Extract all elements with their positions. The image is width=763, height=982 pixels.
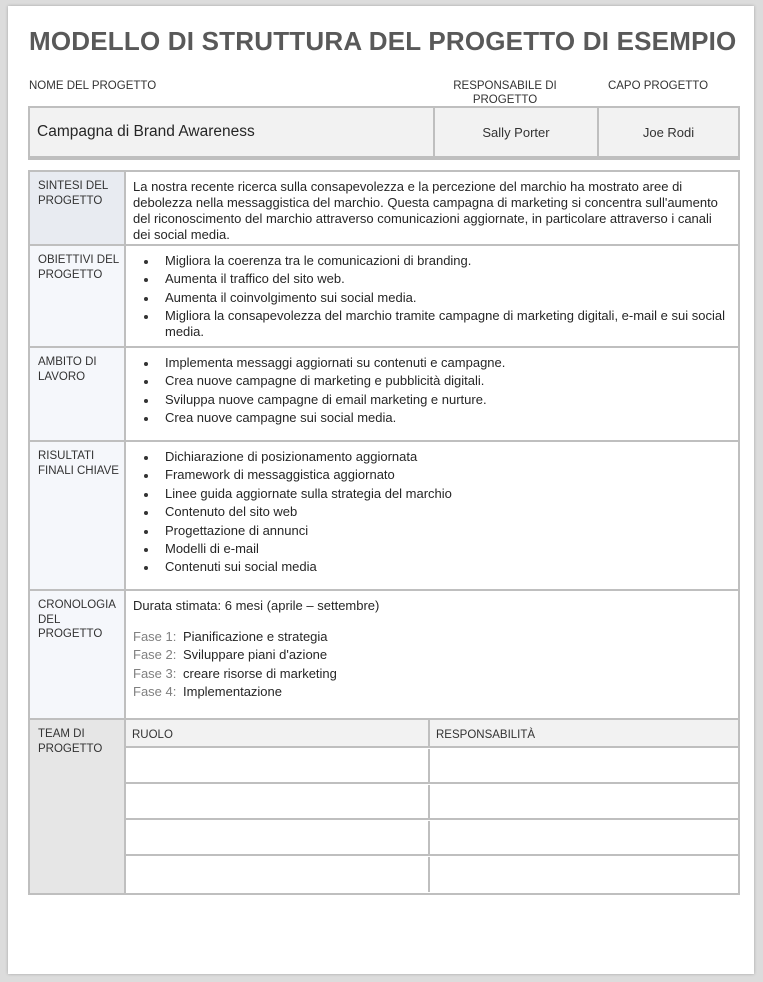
team-label: TEAM DI PROGETTO bbox=[30, 720, 126, 893]
responsibility-cell[interactable] bbox=[430, 785, 738, 820]
owner-label: RESPONSABILE DI PROGETTO bbox=[453, 80, 557, 106]
role-cell[interactable] bbox=[126, 821, 430, 856]
page-title: MODELLO DI STRUTTURA DEL PROGETTO DI ESEMPIO bbox=[29, 26, 737, 56]
deliverables-list bbox=[133, 449, 730, 575]
project-structure-table bbox=[28, 170, 740, 895]
team-row bbox=[30, 720, 738, 893]
timeline-label: CRONOLOGIA DEL PROGETTO bbox=[30, 591, 126, 718]
phase-text: Pianificazione e strategia bbox=[183, 629, 328, 644]
deliverables-label: RISULTATI FINALI CHIAVE bbox=[30, 442, 126, 589]
lead-label: CAPO PROGETTO bbox=[607, 80, 709, 92]
list-item: Dichiarazione di posizionamento aggiornata bbox=[133, 449, 730, 465]
responsibility-column-header: RESPONSABILITÀ bbox=[430, 720, 738, 748]
project-info-box bbox=[28, 106, 740, 160]
list-item: Progettazione di annunci bbox=[133, 523, 730, 539]
list-item: Migliora la consapevolezza del marchio tramite campagne di marketing digitali, e-mail e sui social media. bbox=[133, 308, 730, 340]
list-item: Implementa messaggi aggiornati su contenuti e campagne. bbox=[133, 355, 730, 371]
owner-value[interactable]: Sally Porter bbox=[435, 108, 599, 156]
summary-label: SINTESI DEL PROGETTO bbox=[30, 172, 126, 244]
objectives-list bbox=[133, 253, 730, 340]
list-item: Migliora la coerenza tra le comunicazioni di branding. bbox=[133, 253, 730, 269]
phase-text: Sviluppare piani d'azione bbox=[183, 647, 328, 663]
objectives-label: OBIETTIVI DEL PROGETTO bbox=[30, 246, 126, 346]
role-column-header: RUOLO bbox=[126, 720, 430, 748]
summary-text[interactable]: La nostra recente ricerca sulla consapevolezza e la percezione del marchio ha mostrato aree di debolezza nella messaggistica del marchio. Questa campagna di marketing si concentra sull'aumento del riconoscimento del marchio attraverso comunicazioni aggiornate, in particolare attraverso i canali dei social media. bbox=[133, 179, 718, 242]
role-cell[interactable] bbox=[126, 785, 430, 820]
timeline-content[interactable] bbox=[126, 591, 738, 718]
deliverables-content[interactable] bbox=[126, 442, 738, 589]
list-item: Crea nuove campagne di marketing e pubblicità digitali. bbox=[133, 373, 730, 389]
role-cell[interactable] bbox=[126, 857, 430, 892]
timeline-row bbox=[30, 591, 738, 720]
list-item: Framework di messaggistica aggiornato bbox=[133, 467, 730, 483]
list-item: Crea nuove campagne sui social media. bbox=[133, 410, 730, 426]
phase-text: creare risorse di marketing bbox=[183, 665, 337, 681]
phase-label: Fase 1: bbox=[133, 629, 177, 644]
phase-row bbox=[133, 646, 730, 664]
responsibility-cell[interactable] bbox=[430, 749, 738, 784]
phase-text: Implementazione bbox=[183, 684, 282, 700]
list-item: Linee guida aggiornate sulla strategia del marchio bbox=[133, 486, 730, 502]
list-item: Contenuto del sito web bbox=[133, 504, 730, 520]
role-cell[interactable] bbox=[126, 749, 430, 784]
lead-value[interactable]: Joe Rodi bbox=[642, 124, 695, 140]
scope-label: AMBITO DI LAVORO bbox=[30, 348, 126, 440]
project-name-value[interactable]: Campagna di Brand Awareness bbox=[30, 108, 435, 156]
objectives-row bbox=[30, 246, 738, 348]
project-name-label: NOME DEL PROGETTO bbox=[29, 80, 157, 92]
phase-row bbox=[133, 665, 730, 683]
list-item: Contenuti sui social media bbox=[133, 559, 730, 575]
scope-content[interactable] bbox=[126, 348, 738, 440]
scope-row bbox=[30, 348, 738, 442]
list-item: Modelli di e-mail bbox=[133, 541, 730, 557]
list-item: Sviluppa nuove campagne di email marketing e nurture. bbox=[133, 392, 730, 408]
phase-label: Fase 2: bbox=[133, 647, 177, 663]
list-item: Aumenta il traffico del sito web. bbox=[133, 271, 730, 287]
scope-list bbox=[133, 355, 730, 426]
timeline-duration: Durata stimata: 6 mesi (aprile – settembre) bbox=[133, 598, 380, 613]
responsibility-cell[interactable] bbox=[430, 821, 738, 856]
summary-row bbox=[30, 172, 738, 246]
objectives-content[interactable] bbox=[126, 246, 738, 346]
responsibility-cell[interactable] bbox=[430, 857, 738, 892]
document-page bbox=[8, 6, 754, 974]
phase-row bbox=[133, 683, 730, 701]
team-table bbox=[126, 720, 738, 893]
phase-label: Fase 4: bbox=[133, 684, 177, 700]
list-item: Aumenta il coinvolgimento sui social media. bbox=[133, 290, 730, 306]
deliverables-row bbox=[30, 442, 738, 591]
phase-label: Fase 3: bbox=[133, 665, 177, 681]
phase-row bbox=[133, 628, 730, 646]
